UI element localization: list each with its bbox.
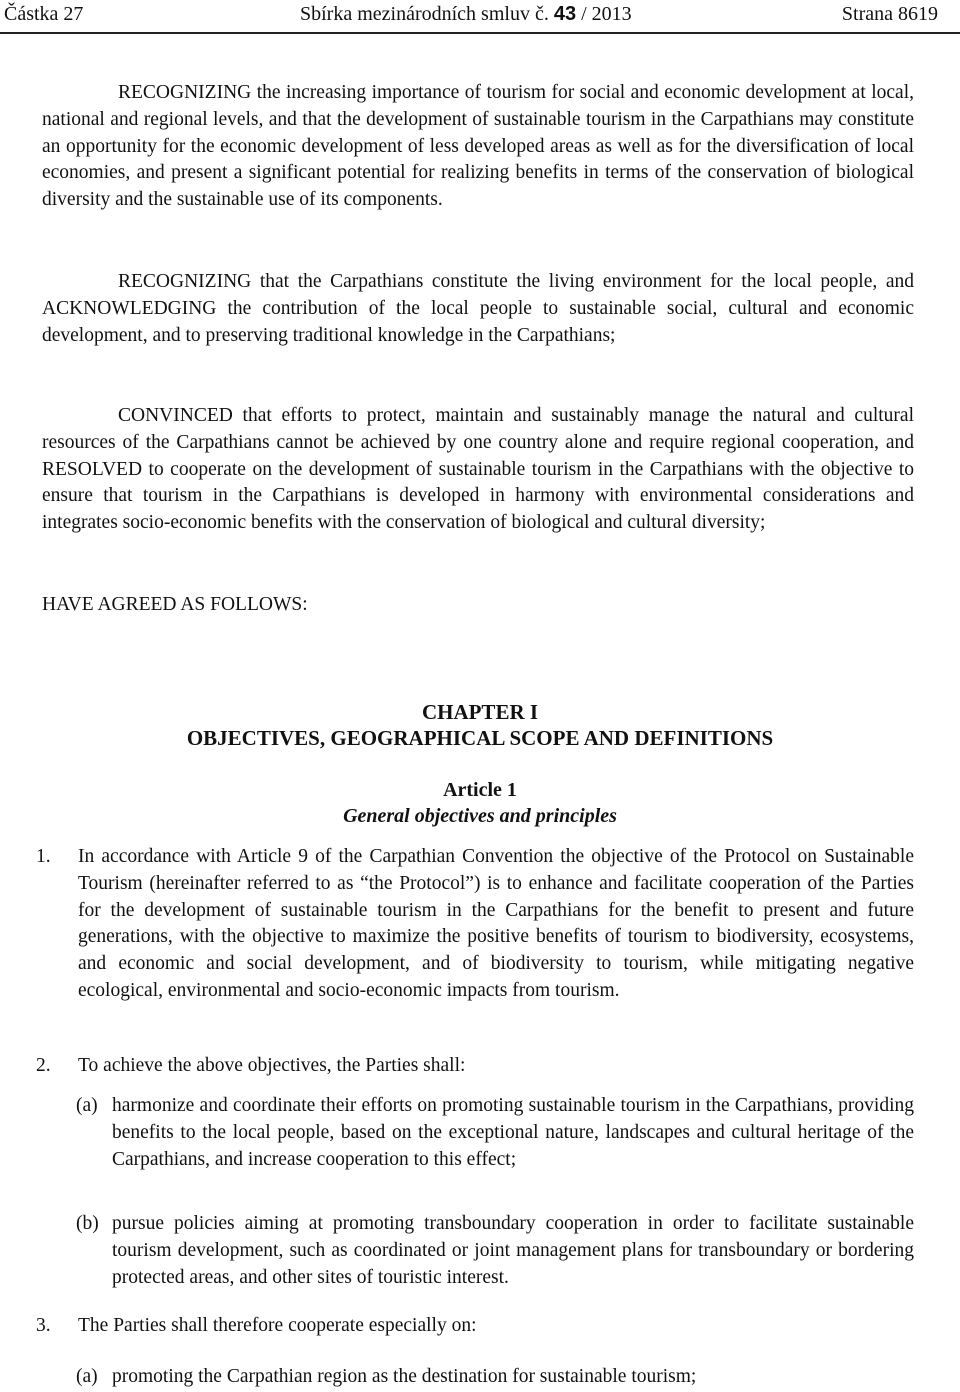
numbered-item	[36, 1313, 914, 1340]
item-number: 1.	[36, 846, 51, 867]
header-collection-title: Sbírka mezinárodních smluv č.	[300, 3, 549, 25]
sub-item-label: (a)	[76, 1095, 98, 1116]
header-page-number: Strana 8619	[841, 3, 938, 25]
chapter-label: CHAPTER I	[421, 700, 539, 724]
preamble-paragraph: RECOGNIZING the increasing importance of tourism for social and economic development at local, national and regional levels, and that the development of sustainable tourism in the Carpathians may constitute an opportunity for the economic development of less developed areas as well as for the diversification of local economies, and present a significant potential for realizing benefits in terms of the conservation of biological diversity and the sustainable use of its components.	[42, 82, 914, 211]
item-text: The Parties shall therefore cooperate especially on:	[78, 1315, 477, 1336]
sub-item	[76, 1364, 914, 1391]
sub-item-text: pursue policies aiming at promoting transboundary cooperation in order to facilitate sustainable tourism development, such as coordinated or joint management plans for transboundary or bordering protected areas, and other sites of touristic interest.	[112, 1213, 914, 1288]
sub-item-label: (b)	[76, 1213, 99, 1234]
preamble-paragraph: CONVINCED that efforts to protect, maintain and sustainably manage the natural and cultural resources of the Carpathians cannot be achieved by one country alone and require regional cooperation, and RESOLVED to cooperate on the development of sustainable tourism in the Carpathians with the objective to ensure that tourism in the Carpathians is developed in harmony with environmental considerations and integrates socio-economic benefits with the conservation of biological and cultural diversity;	[42, 405, 914, 534]
sub-item	[76, 1211, 914, 1291]
header-issue-number: 43	[553, 3, 577, 25]
header-year: / 2013	[581, 3, 632, 25]
article-label: Article 1	[443, 779, 517, 801]
sub-item-text: harmonize and coordinate their efforts on promoting sustainable tourism in the Carpathians, providing benefits to the local people, based on the exceptional nature, landscapes and cultural heritage of the Carpathians, and increase cooperation to this effect;	[112, 1095, 914, 1170]
item-number: 3.	[36, 1315, 51, 1336]
numbered-item	[36, 1053, 914, 1080]
sub-item	[76, 1093, 914, 1173]
article-title: General objectives and principles	[343, 805, 617, 827]
item-text: In accordance with Article 9 of the Carpathian Convention the objective of the Protocol on Sustainable Tourism (hereinafter referred to as “the Protocol”) is to enhance and facilitate cooperation of the Parties for the development of sustainable tourism in the Carpathians for the benefit to present and future generations, with the objective to maximize the positive benefits of tourism to biodiversity, ecosystems, and economic and social development, and of biodiversity to tourism, while mitigating negative ecological, environmental and socio-economic impacts from tourism.	[78, 846, 914, 1001]
header-collection	[300, 3, 632, 26]
item-number: 2.	[36, 1055, 51, 1076]
sub-item-text: promoting the Carpathian region as the destination for sustainable tourism;	[112, 1366, 697, 1387]
item-text: To achieve the above objectives, the Parties shall:	[78, 1055, 466, 1076]
agreed-statement: HAVE AGREED AS FOLLOWS:	[42, 594, 308, 615]
chapter-title: OBJECTIVES, GEOGRAPHICAL SCOPE AND DEFINITIONS	[186, 726, 774, 750]
sub-item-label: (a)	[76, 1366, 98, 1387]
header-part: Částka 27	[4, 3, 84, 25]
numbered-item	[36, 844, 914, 1005]
page-header	[0, 2, 960, 34]
preamble-paragraph: RECOGNIZING that the Carpathians constitute the living environment for the local people, and ACKNOWLEDGING the contribution of the local people to sustainable social, cultural and economic development, and to preserving traditional knowledge in the Carpathians;	[42, 271, 914, 346]
